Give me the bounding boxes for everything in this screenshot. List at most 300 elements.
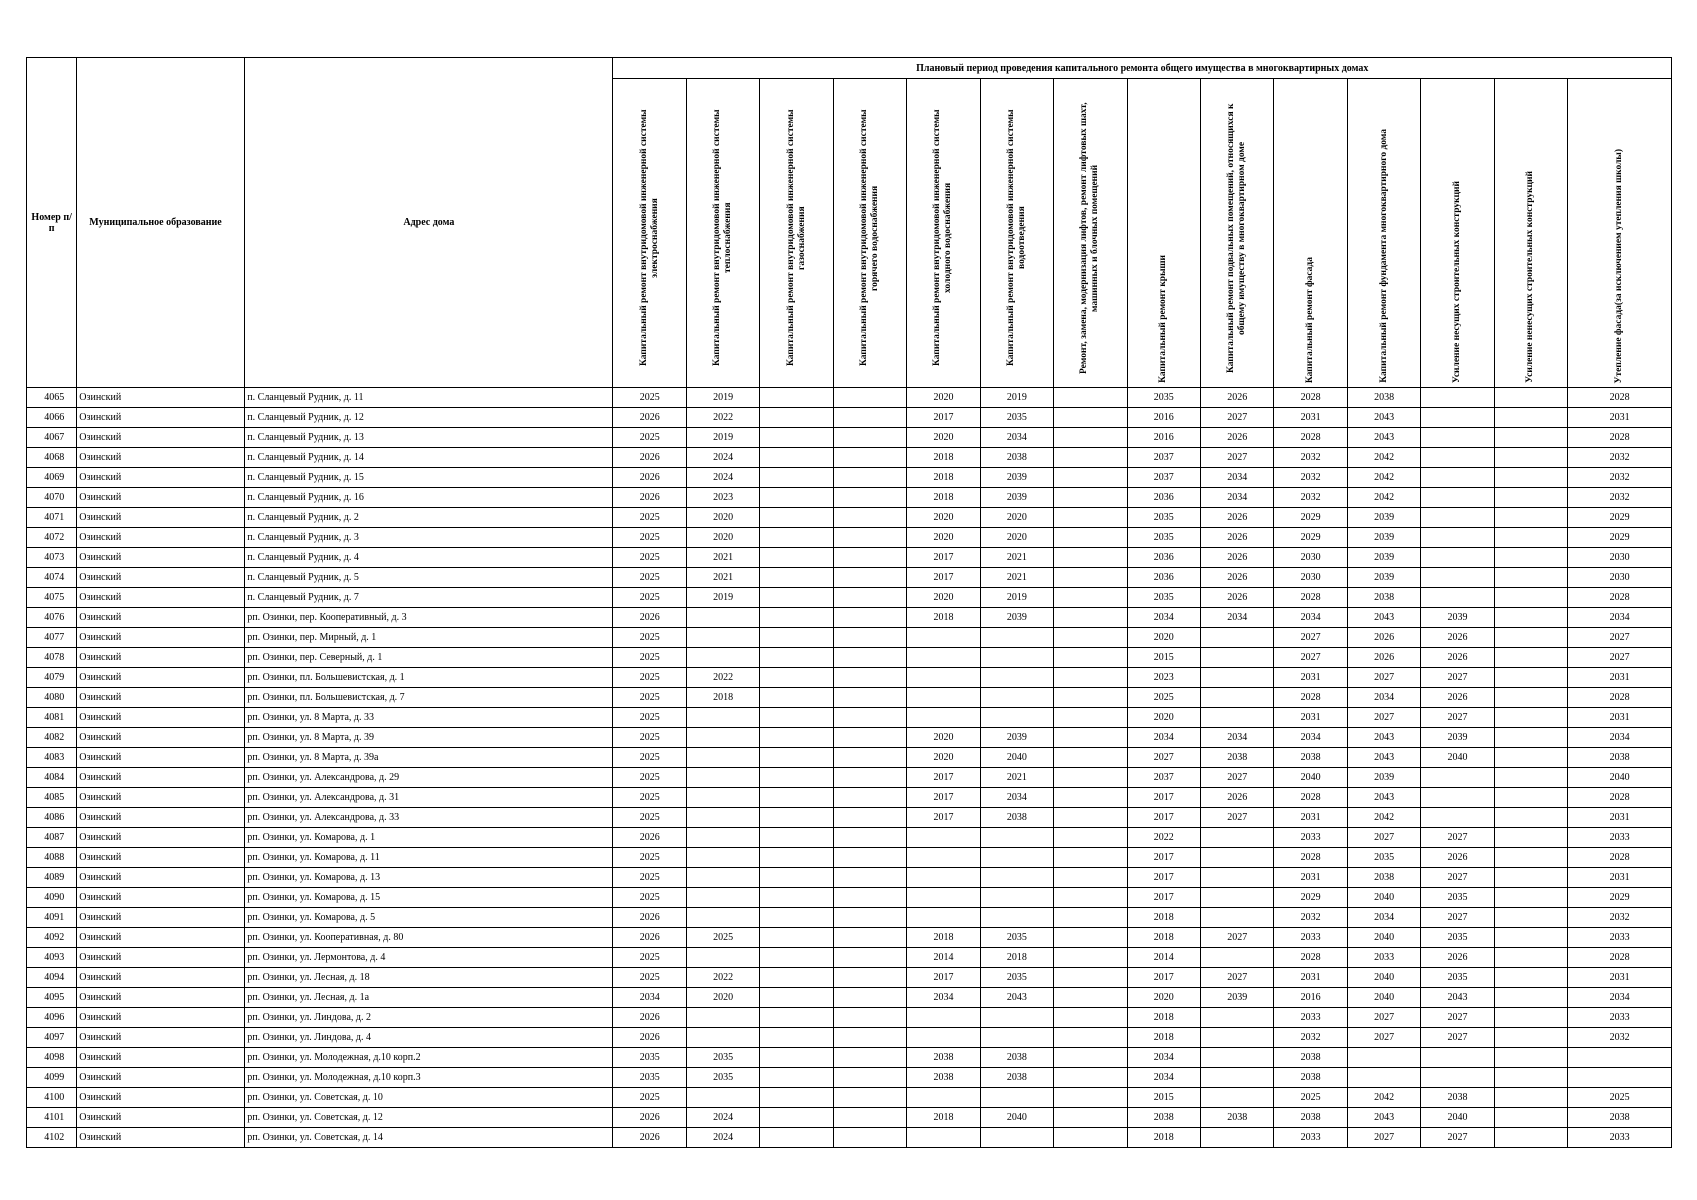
- row-year-cell: 2034: [1347, 908, 1420, 928]
- row-number: 4070: [27, 488, 77, 508]
- row-year-cell: 2024: [686, 468, 759, 488]
- row-year-cell: [1494, 768, 1567, 788]
- row-year-cell: 2015: [1127, 1088, 1200, 1108]
- row-number: 4083: [27, 748, 77, 768]
- row-year-cell: 2029: [1568, 888, 1672, 908]
- row-year-cell: 2027: [1347, 1128, 1420, 1148]
- header-planned-period: Плановый период проведения капитального ремонта общего имущества в многоквартирных домах: [613, 58, 1672, 79]
- row-year-cell: [907, 888, 980, 908]
- row-year-cell: 2028: [1274, 388, 1347, 408]
- row-year-cell: [833, 808, 906, 828]
- row-year-cell: 2031: [1274, 708, 1347, 728]
- row-year-cell: 2028: [1274, 788, 1347, 808]
- row-year-cell: 2027: [1274, 628, 1347, 648]
- row-year-cell: 2035: [1347, 848, 1420, 868]
- row-year-cell: 2043: [1347, 788, 1420, 808]
- row-year-cell: 2031: [1568, 868, 1672, 888]
- row-municipality: Озинский: [77, 688, 245, 708]
- row-year-cell: [907, 868, 980, 888]
- row-year-cell: [907, 1008, 980, 1028]
- row-year-cell: [833, 668, 906, 688]
- row-year-cell: [686, 708, 759, 728]
- row-year-cell: 2040: [980, 1108, 1053, 1128]
- table-header: [27, 58, 1672, 388]
- row-year-cell: 2028: [1274, 848, 1347, 868]
- row-year-cell: 2027: [1200, 448, 1273, 468]
- table-row: [27, 1008, 1672, 1028]
- row-year-cell: [980, 688, 1053, 708]
- row-year-cell: [833, 748, 906, 768]
- row-year-cell: 2020: [907, 748, 980, 768]
- row-year-cell: [833, 1008, 906, 1028]
- row-number: 4072: [27, 528, 77, 548]
- table-row: [27, 708, 1672, 728]
- row-year-cell: 2035: [1421, 888, 1494, 908]
- row-year-cell: 2026: [613, 1108, 686, 1128]
- row-year-cell: [907, 848, 980, 868]
- row-year-cell: 2035: [980, 408, 1053, 428]
- row-year-cell: [686, 888, 759, 908]
- row-number: 4082: [27, 728, 77, 748]
- row-year-cell: 2017: [1127, 808, 1200, 828]
- row-year-cell: [1494, 928, 1567, 948]
- row-municipality: Озинский: [77, 848, 245, 868]
- row-year-cell: [1200, 948, 1273, 968]
- table-row: [27, 1068, 1672, 1088]
- row-year-cell: 2042: [1347, 448, 1420, 468]
- row-year-cell: [760, 1048, 833, 1068]
- row-address: рп. Озинки, ул. 8 Марта, д. 39а: [245, 748, 613, 768]
- row-year-cell: [833, 408, 906, 428]
- row-year-cell: 2026: [613, 448, 686, 468]
- row-year-cell: 2035: [686, 1048, 759, 1068]
- row-year-cell: [907, 668, 980, 688]
- row-year-cell: 2027: [1127, 748, 1200, 768]
- row-year-cell: 2026: [1200, 568, 1273, 588]
- row-year-cell: [760, 868, 833, 888]
- header-work-label: Капитальный ремонт внутридомовой инженерной системы холодного водоснабжения: [932, 109, 954, 367]
- row-address: рп. Озинки, ул. Комарова, д. 1: [245, 828, 613, 848]
- row-year-cell: 2025: [613, 808, 686, 828]
- row-year-cell: [760, 688, 833, 708]
- row-year-cell: 2017: [1127, 888, 1200, 908]
- row-year-cell: [1054, 848, 1127, 868]
- row-year-cell: [833, 608, 906, 628]
- row-year-cell: 2018: [907, 608, 980, 628]
- row-year-cell: [833, 988, 906, 1008]
- row-year-cell: 2040: [1421, 748, 1494, 768]
- header-work-label: Капитальный ремонт внутридомовой инженерной системы водоотведения: [1005, 109, 1027, 367]
- row-year-cell: [1421, 768, 1494, 788]
- table-row: [27, 908, 1672, 928]
- row-year-cell: [1421, 788, 1494, 808]
- row-year-cell: 2033: [1568, 828, 1672, 848]
- row-year-cell: 2018: [1127, 1028, 1200, 1048]
- row-year-cell: [1054, 708, 1127, 728]
- row-year-cell: 2025: [613, 388, 686, 408]
- row-year-cell: 2026: [613, 1008, 686, 1028]
- row-year-cell: [833, 948, 906, 968]
- row-year-cell: [1494, 808, 1567, 828]
- row-municipality: Озинский: [77, 608, 245, 628]
- row-year-cell: [1054, 748, 1127, 768]
- row-year-cell: 2026: [613, 828, 686, 848]
- row-year-cell: 2026: [1200, 788, 1273, 808]
- row-municipality: Озинский: [77, 568, 245, 588]
- table-row: [27, 408, 1672, 428]
- row-year-cell: 2020: [907, 428, 980, 448]
- row-number: 4080: [27, 688, 77, 708]
- row-year-cell: 2026: [613, 908, 686, 928]
- header-work-5: [907, 79, 980, 388]
- row-year-cell: 2027: [1200, 928, 1273, 948]
- row-year-cell: 2034: [1274, 728, 1347, 748]
- row-address: рп. Озинки, ул. 8 Марта, д. 33: [245, 708, 613, 728]
- row-year-cell: [760, 1028, 833, 1048]
- row-municipality: Озинский: [77, 968, 245, 988]
- row-year-cell: [833, 768, 906, 788]
- repair-schedule-table: [26, 57, 1672, 1148]
- row-municipality: Озинский: [77, 508, 245, 528]
- row-year-cell: 2032: [1274, 468, 1347, 488]
- row-year-cell: 2039: [980, 728, 1053, 748]
- row-year-cell: 2020: [1127, 988, 1200, 1008]
- header-work-3: [760, 79, 833, 388]
- row-year-cell: [1200, 688, 1273, 708]
- table-row: [27, 928, 1672, 948]
- row-year-cell: [686, 828, 759, 848]
- row-number: 4078: [27, 648, 77, 668]
- row-year-cell: 2039: [1421, 608, 1494, 628]
- row-year-cell: [686, 808, 759, 828]
- row-year-cell: [1494, 888, 1567, 908]
- row-address: п. Сланцевый Рудник, д. 5: [245, 568, 613, 588]
- row-year-cell: 2039: [1421, 728, 1494, 748]
- row-year-cell: [1494, 408, 1567, 428]
- row-year-cell: [686, 1088, 759, 1108]
- row-number: 4102: [27, 1128, 77, 1148]
- row-year-cell: [1494, 748, 1567, 768]
- row-year-cell: [1054, 1048, 1127, 1068]
- row-number: 4086: [27, 808, 77, 828]
- row-address: рп. Озинки, пл. Большевистская, д. 1: [245, 668, 613, 688]
- row-number: 4091: [27, 908, 77, 928]
- row-year-cell: 2042: [1347, 488, 1420, 508]
- row-year-cell: 2027: [1274, 648, 1347, 668]
- row-year-cell: 2039: [1347, 768, 1420, 788]
- row-year-cell: 2039: [980, 608, 1053, 628]
- row-year-cell: 2028: [1568, 948, 1672, 968]
- row-municipality: Озинский: [77, 388, 245, 408]
- row-year-cell: 2017: [907, 548, 980, 568]
- row-year-cell: 2031: [1568, 708, 1672, 728]
- row-number: 4095: [27, 988, 77, 1008]
- table-row: [27, 888, 1672, 908]
- row-year-cell: [1200, 868, 1273, 888]
- row-year-cell: [833, 1048, 906, 1068]
- row-year-cell: [686, 648, 759, 668]
- row-year-cell: 2019: [980, 588, 1053, 608]
- row-number: 4092: [27, 928, 77, 948]
- header-work-label: Капитальный ремонт крыши: [1158, 255, 1169, 383]
- row-year-cell: [1054, 588, 1127, 608]
- row-year-cell: 2035: [1127, 508, 1200, 528]
- row-year-cell: 2025: [613, 848, 686, 868]
- header-work-8: [1127, 79, 1200, 388]
- row-year-cell: [1054, 768, 1127, 788]
- row-year-cell: [1054, 508, 1127, 528]
- row-year-cell: [980, 1028, 1053, 1048]
- row-year-cell: 2020: [907, 508, 980, 528]
- header-work-11: [1347, 79, 1420, 388]
- row-address: п. Сланцевый Рудник, д. 16: [245, 488, 613, 508]
- row-year-cell: 2031: [1274, 968, 1347, 988]
- row-year-cell: [1054, 1008, 1127, 1028]
- row-year-cell: 2027: [1421, 908, 1494, 928]
- row-year-cell: 2030: [1274, 548, 1347, 568]
- row-year-cell: [1054, 888, 1127, 908]
- row-year-cell: 2028: [1568, 588, 1672, 608]
- row-year-cell: [760, 768, 833, 788]
- row-year-cell: 2037: [1127, 768, 1200, 788]
- row-year-cell: 2034: [1200, 608, 1273, 628]
- row-number: 4085: [27, 788, 77, 808]
- table-body: [27, 388, 1672, 1148]
- row-year-cell: [686, 1008, 759, 1028]
- row-address: п. Сланцевый Рудник, д. 4: [245, 548, 613, 568]
- row-year-cell: 2027: [1421, 868, 1494, 888]
- table-row: [27, 488, 1672, 508]
- row-year-cell: 2025: [613, 728, 686, 748]
- row-year-cell: [686, 1028, 759, 1048]
- row-year-cell: 2017: [1127, 788, 1200, 808]
- row-year-cell: [1421, 488, 1494, 508]
- row-year-cell: 2027: [1347, 668, 1420, 688]
- row-year-cell: [1054, 1128, 1127, 1148]
- row-year-cell: 2034: [1200, 488, 1273, 508]
- row-year-cell: [1421, 408, 1494, 428]
- row-year-cell: [1200, 628, 1273, 648]
- row-year-cell: 2025: [613, 888, 686, 908]
- table-row: [27, 388, 1672, 408]
- row-year-cell: [686, 788, 759, 808]
- row-year-cell: 2040: [1347, 928, 1420, 948]
- row-address: п. Сланцевый Рудник, д. 14: [245, 448, 613, 468]
- row-year-cell: 2022: [1127, 828, 1200, 848]
- row-year-cell: [1421, 428, 1494, 448]
- row-year-cell: 2040: [1347, 968, 1420, 988]
- row-year-cell: [833, 508, 906, 528]
- row-year-cell: [1494, 908, 1567, 928]
- row-address: рп. Озинки, ул. Линдова, д. 2: [245, 1008, 613, 1028]
- row-year-cell: 2028: [1274, 428, 1347, 448]
- row-year-cell: 2032: [1568, 1028, 1672, 1048]
- row-year-cell: [907, 908, 980, 928]
- row-number: 4079: [27, 668, 77, 688]
- row-number: 4066: [27, 408, 77, 428]
- row-year-cell: [1054, 728, 1127, 748]
- row-year-cell: [1347, 1048, 1420, 1068]
- row-year-cell: [1494, 628, 1567, 648]
- row-number: 4100: [27, 1088, 77, 1108]
- row-year-cell: 2027: [1568, 648, 1672, 668]
- row-year-cell: 2043: [1347, 748, 1420, 768]
- row-year-cell: 2018: [686, 688, 759, 708]
- row-year-cell: 2018: [907, 928, 980, 948]
- row-year-cell: 2026: [613, 488, 686, 508]
- row-address: рп. Озинки, ул. Александрова, д. 33: [245, 808, 613, 828]
- header-work-9: [1200, 79, 1273, 388]
- row-year-cell: [833, 568, 906, 588]
- row-year-cell: [1494, 828, 1567, 848]
- row-year-cell: 2038: [1200, 1108, 1273, 1128]
- row-year-cell: 2038: [1347, 868, 1420, 888]
- row-year-cell: 2034: [1200, 728, 1273, 748]
- table-row: [27, 988, 1672, 1008]
- row-number: 4094: [27, 968, 77, 988]
- row-year-cell: [686, 848, 759, 868]
- row-year-cell: 2039: [1347, 548, 1420, 568]
- row-year-cell: 2025: [613, 568, 686, 588]
- row-address: рп. Озинки, пер. Северный, д. 1: [245, 648, 613, 668]
- row-year-cell: [833, 728, 906, 748]
- row-year-cell: [833, 528, 906, 548]
- row-year-cell: 2031: [1568, 808, 1672, 828]
- row-year-cell: [1200, 1048, 1273, 1068]
- row-year-cell: 2031: [1274, 808, 1347, 828]
- row-year-cell: 2035: [1127, 388, 1200, 408]
- row-year-cell: 2034: [1127, 728, 1200, 748]
- row-year-cell: [760, 1108, 833, 1128]
- row-year-cell: [1054, 788, 1127, 808]
- row-year-cell: 2027: [1200, 768, 1273, 788]
- row-year-cell: 2025: [613, 1088, 686, 1108]
- row-year-cell: [1054, 808, 1127, 828]
- row-number: 4071: [27, 508, 77, 528]
- row-year-cell: 2027: [1200, 408, 1273, 428]
- row-year-cell: [1054, 528, 1127, 548]
- row-year-cell: 2038: [907, 1068, 980, 1088]
- table-row: [27, 648, 1672, 668]
- row-year-cell: [833, 688, 906, 708]
- row-year-cell: 2018: [907, 448, 980, 468]
- row-year-cell: [907, 1088, 980, 1108]
- row-address: рп. Озинки, ул. Советская, д. 12: [245, 1108, 613, 1128]
- table-row: [27, 1028, 1672, 1048]
- row-year-cell: 2034: [1127, 1068, 1200, 1088]
- row-year-cell: [980, 708, 1053, 728]
- row-year-cell: 2034: [1568, 728, 1672, 748]
- row-year-cell: 2039: [1347, 508, 1420, 528]
- row-year-cell: 2022: [686, 968, 759, 988]
- table-row: [27, 1048, 1672, 1068]
- row-year-cell: 2031: [1568, 668, 1672, 688]
- row-year-cell: [833, 588, 906, 608]
- row-year-cell: [760, 408, 833, 428]
- row-year-cell: 2018: [907, 1108, 980, 1128]
- row-year-cell: [686, 768, 759, 788]
- row-year-cell: [1200, 1028, 1273, 1048]
- row-year-cell: 2021: [980, 548, 1053, 568]
- table-row: [27, 768, 1672, 788]
- row-municipality: Озинский: [77, 448, 245, 468]
- row-year-cell: [907, 708, 980, 728]
- row-year-cell: [1494, 468, 1567, 488]
- row-year-cell: [1494, 588, 1567, 608]
- row-year-cell: [760, 848, 833, 868]
- row-year-cell: 2025: [613, 968, 686, 988]
- row-year-cell: 2027: [1421, 828, 1494, 848]
- row-year-cell: 2038: [980, 448, 1053, 468]
- row-year-cell: 2025: [613, 688, 686, 708]
- row-number: 4093: [27, 948, 77, 968]
- row-year-cell: 2023: [1127, 668, 1200, 688]
- row-year-cell: 2026: [1347, 628, 1420, 648]
- row-year-cell: [1200, 1068, 1273, 1088]
- table-row: [27, 808, 1672, 828]
- row-year-cell: [833, 968, 906, 988]
- row-year-cell: 2020: [1127, 628, 1200, 648]
- table-row: [27, 1108, 1672, 1128]
- row-year-cell: [686, 628, 759, 648]
- row-number: 4065: [27, 388, 77, 408]
- row-year-cell: 2034: [980, 788, 1053, 808]
- row-year-cell: 2039: [980, 488, 1053, 508]
- row-year-cell: [833, 1068, 906, 1088]
- row-year-cell: 2019: [686, 428, 759, 448]
- table-row: [27, 948, 1672, 968]
- row-year-cell: [1054, 988, 1127, 1008]
- row-year-cell: 2031: [1274, 408, 1347, 428]
- row-year-cell: 2026: [613, 1028, 686, 1048]
- row-year-cell: [833, 448, 906, 468]
- row-year-cell: 2026: [1421, 848, 1494, 868]
- row-year-cell: [1494, 448, 1567, 468]
- row-year-cell: [980, 868, 1053, 888]
- row-number: 4098: [27, 1048, 77, 1068]
- row-year-cell: 2038: [1274, 1108, 1347, 1128]
- row-year-cell: [1200, 848, 1273, 868]
- row-year-cell: 2031: [1274, 668, 1347, 688]
- row-year-cell: 2027: [1347, 708, 1420, 728]
- row-year-cell: 2038: [980, 1068, 1053, 1088]
- row-year-cell: 2038: [980, 1048, 1053, 1068]
- row-year-cell: 2043: [1421, 988, 1494, 1008]
- row-year-cell: 2033: [1274, 1128, 1347, 1148]
- row-year-cell: [1494, 488, 1567, 508]
- row-year-cell: 2027: [1421, 1008, 1494, 1028]
- row-year-cell: [833, 548, 906, 568]
- row-year-cell: 2025: [613, 528, 686, 548]
- row-year-cell: 2026: [613, 608, 686, 628]
- row-year-cell: 2016: [1274, 988, 1347, 1008]
- row-municipality: Озинский: [77, 1128, 245, 1148]
- document-page: [26, 57, 1672, 1148]
- row-year-cell: [760, 488, 833, 508]
- row-municipality: Озинский: [77, 1088, 245, 1108]
- row-number: 4081: [27, 708, 77, 728]
- header-work-6: [980, 79, 1053, 388]
- header-work-label: Капитальный ремонт подвальных помещений, относящихся к общему имуществу в многоквартирном доме: [1226, 103, 1248, 373]
- row-year-cell: 2025: [613, 428, 686, 448]
- row-number: 4096: [27, 1008, 77, 1028]
- row-municipality: Озинский: [77, 728, 245, 748]
- row-year-cell: [1054, 1108, 1127, 1128]
- row-year-cell: 2027: [1200, 968, 1273, 988]
- row-municipality: Озинский: [77, 828, 245, 848]
- row-year-cell: 2040: [980, 748, 1053, 768]
- row-year-cell: [980, 888, 1053, 908]
